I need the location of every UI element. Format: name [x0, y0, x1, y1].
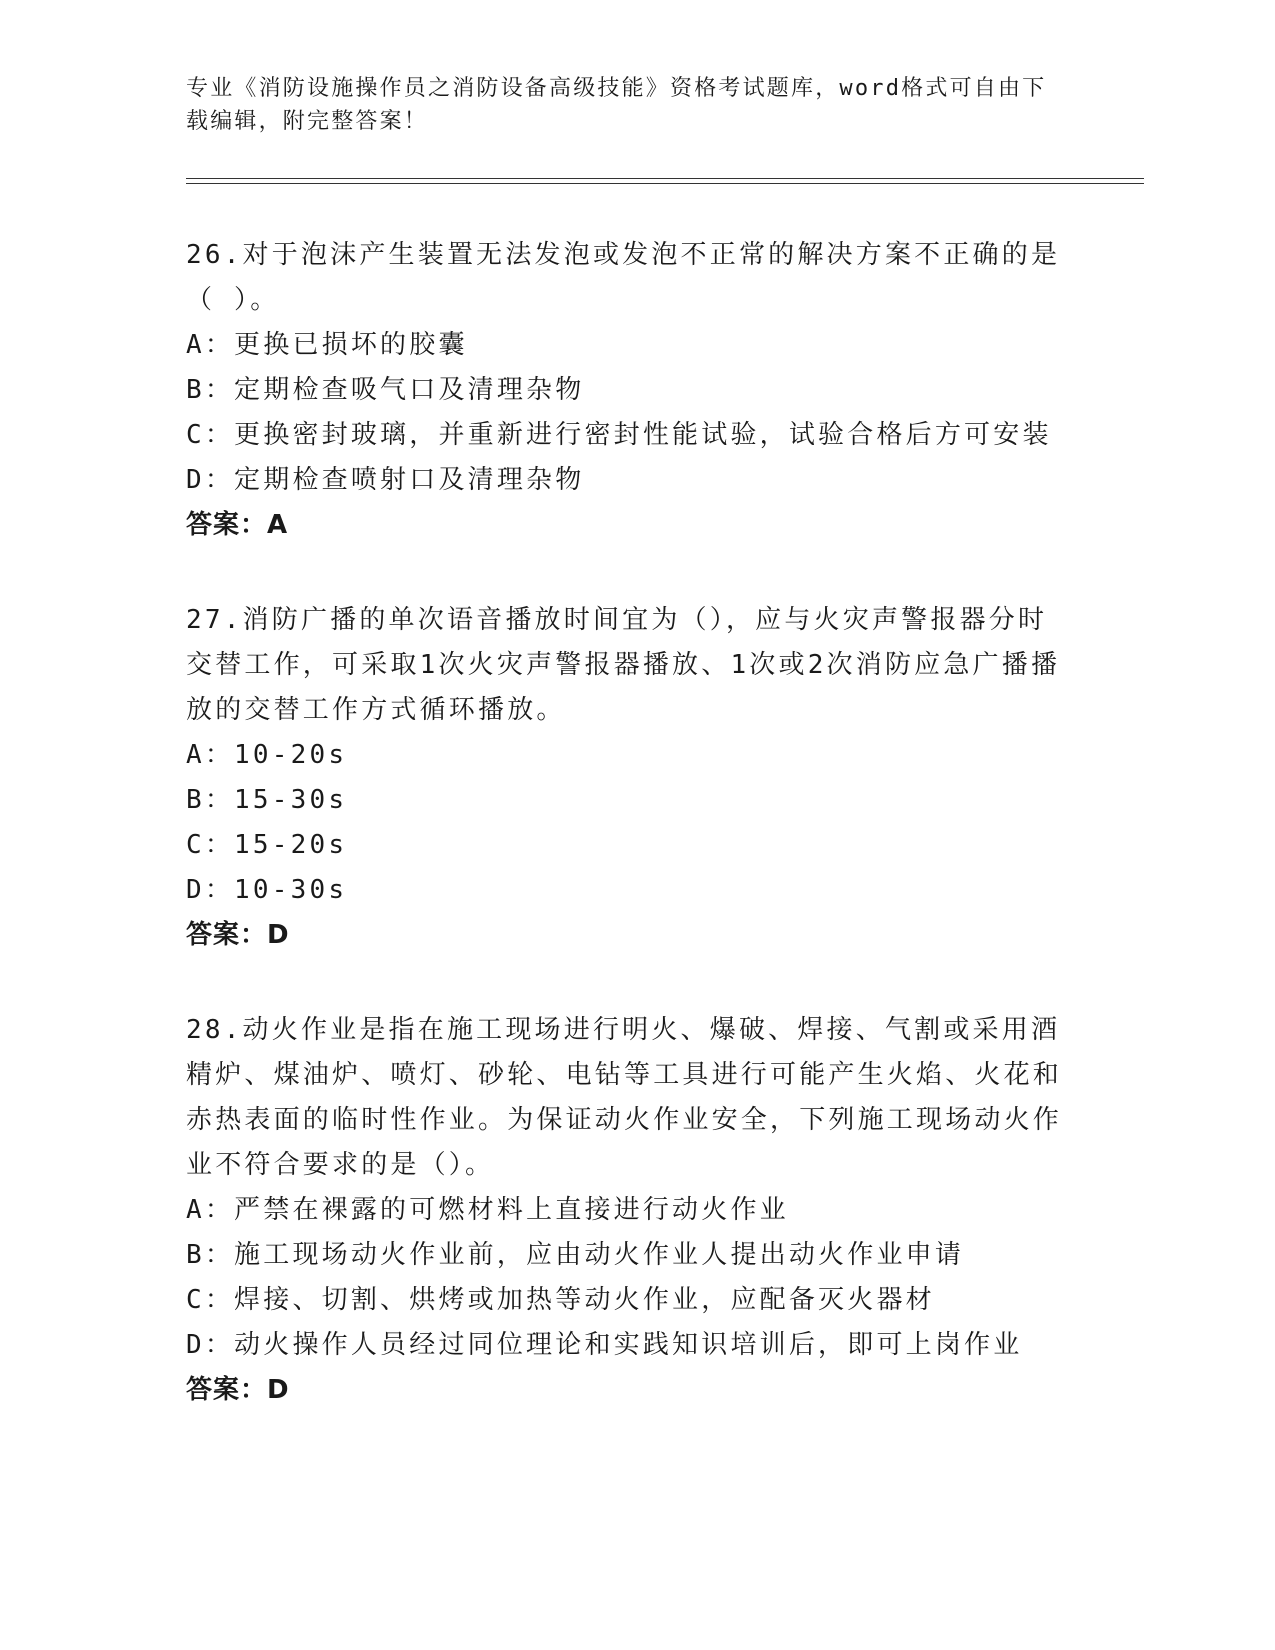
header-note: 专业《消防设施操作员之消防设备高级技能》资格考试题库，word格式可自由下载编辑，附完整答案！ [186, 76, 1047, 134]
option-d: D：定期检查喷射口及清理杂物 [186, 465, 585, 495]
question-27 [186, 598, 1076, 958]
answer-label: 答案：D [186, 1375, 290, 1405]
option-a: A：10-20s [186, 740, 348, 770]
option-d: D：10-30s [186, 875, 348, 905]
question-stem: 27.消防广播的单次语音播放时间宜为（），应与火灾声警报器分时交替工作，可采取1次火灾声警报器播放、1次或2次消防应急广播播放的交替工作方式循环播放。 [186, 605, 1061, 725]
option-d: D：动火操作人员经过同位理论和实践知识培训后，即可上岗作业 [186, 1330, 1023, 1360]
header-divider-bottom [186, 183, 1144, 184]
answer-label: 答案：A [186, 510, 289, 540]
option-b: B：定期检查吸气口及清理杂物 [186, 375, 585, 405]
option-b: B：15-30s [186, 785, 348, 815]
question-28 [186, 1008, 1076, 1413]
question-26 [186, 233, 1076, 548]
option-a: A：严禁在裸露的可燃材料上直接进行动火作业 [186, 1195, 789, 1225]
option-c: C：15-20s [186, 830, 348, 860]
question-stem: 28.动火作业是指在施工现场进行明火、爆破、焊接、气割或采用酒精炉、煤油炉、喷灯、砂轮、电钻等工具进行可能产生火焰、火花和赤热表面的临时性作业。为保证动火作业安全，下列施工现场动火作业不符合要求的是（）。 [186, 1015, 1063, 1180]
option-c: C：焊接、切割、烘烤或加热等动火作业，应配备灭火器材 [186, 1285, 935, 1315]
question-stem: 26.对于泡沫产生装置无法发泡或发泡不正常的解决方案不正确的是（ ）。 [186, 240, 1061, 315]
option-a: A：更换已损坏的胶囊 [186, 330, 468, 360]
option-c: C：更换密封玻璃，并重新进行密封性能试验，试验合格后方可安装 [186, 420, 1052, 450]
answer-label: 答案：D [186, 920, 290, 950]
option-b: B：施工现场动火作业前，应由动火作业人提出动火作业申请 [186, 1240, 965, 1270]
header-divider-top [186, 178, 1144, 179]
